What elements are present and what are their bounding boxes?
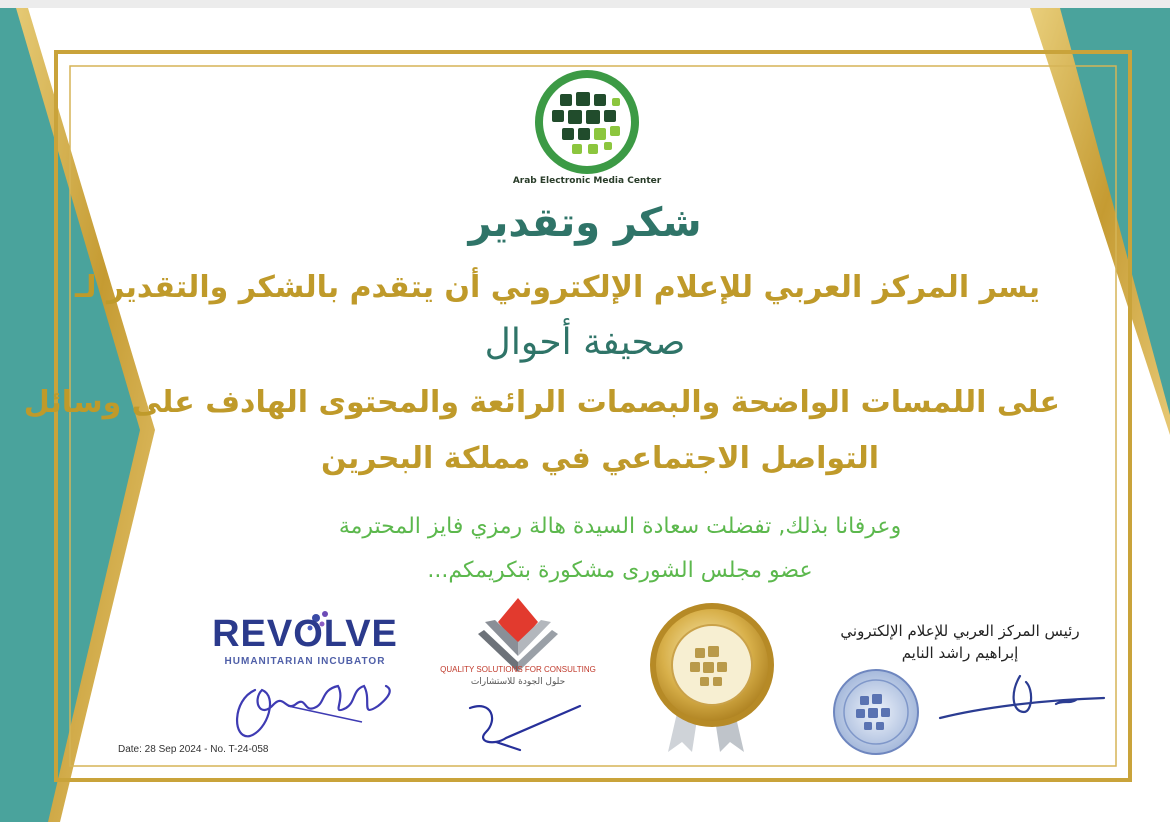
seal-icon — [834, 670, 918, 754]
reason-line-1: على اللمسات الواضحة والبصمات الرائعة والمحتوى الهادف على وسائل — [23, 385, 1060, 420]
center-logo-icon — [535, 70, 639, 174]
quality-logo-ar: حلول الجودة للاستشارات — [470, 677, 566, 687]
honor-line-1: وعرفانا بذلك, تفضلت سعادة السيدة هالة رمزي فايز المحترمة — [338, 514, 902, 539]
page-title: شكر وتقدير — [468, 200, 702, 246]
president-signature — [940, 676, 1104, 718]
date-number: Date: 28 Sep 2024 - No. T-24-058 — [118, 744, 269, 755]
gold-medal-icon — [650, 603, 774, 752]
revolve-subtitle: HUMANITARIAN INCUBATOR — [224, 656, 386, 667]
top-edge — [0, 0, 1170, 8]
intro-line: يسر المركز العربي للإعلام الإلكتروني أن يتقدم بالشكر والتقدير لـ — [75, 270, 1040, 305]
quality-solutions-logo-icon — [478, 598, 558, 672]
quality-logo-en: QUALITY SOLUTIONS FOR CONSULTING — [440, 665, 596, 674]
president-title: رئيس المركز العربي للإعلام الإلكتروني — [840, 622, 1080, 640]
honor-line-2: عضو مجلس الشورى مشكورة بتكريمكم... — [427, 558, 813, 583]
quality-signature — [470, 706, 580, 750]
center-logo-caption: Arab Electronic Media Center — [512, 176, 662, 186]
revolve-logo: REVOLVE — [212, 613, 398, 655]
recipient-name: صحيفة أحوال — [484, 322, 686, 363]
president-name: إبراهيم راشد النايم — [901, 644, 1019, 662]
reason-line-2: التواصل الاجتماعي في مملكة البحرين — [320, 441, 880, 476]
